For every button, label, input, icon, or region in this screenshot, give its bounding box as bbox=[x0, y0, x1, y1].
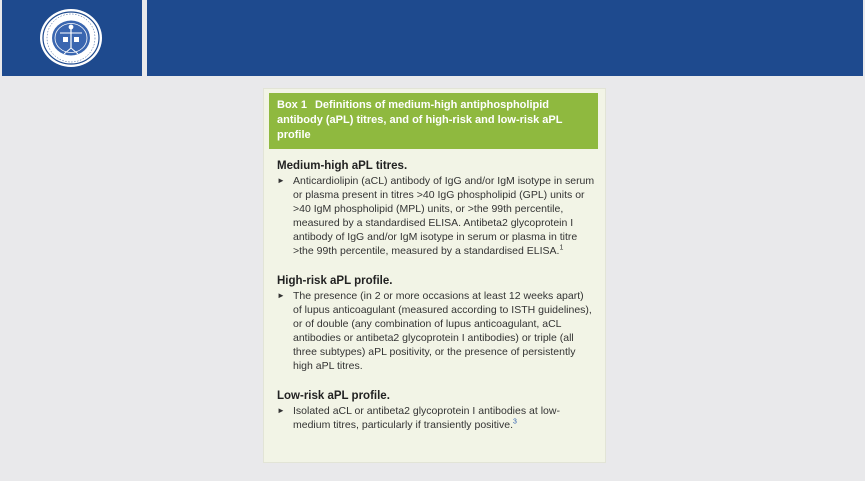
section-text: The presence (in 2 or more occasions at least 12 weeks apart) of lupus anticoagulant (measured according to ISTH guidelines), or of double (any combination of lupus anticoagulant, aCL antibodies or antibeta2 glycoprotein I antibodies) or triple (all three subtypes) aPL positivity, or the presence of persistently high aPL titres. bbox=[293, 290, 592, 372]
section-text: Anticardiolipin (aCL) antibody of IgG and/or IgM isotype in serum or plasma present in titres >40 IgG phospholipid (GPL) units or >40 IgM phospholipid (MPL) units, or >the 99th percentile, measured by a standardised ELISA. Antibeta2 glycoprotein I antibody of IgG and/or IgM isotype in serum or plasma in titre >the 99th percentile, measured by a standardised ELISA. bbox=[293, 175, 595, 257]
section-heading: High-risk aPL profile. bbox=[277, 275, 393, 287]
triangle-right-icon: ► bbox=[277, 291, 285, 300]
section-low-risk-profile bbox=[277, 389, 595, 432]
bullet-text bbox=[293, 174, 595, 258]
header-banner bbox=[147, 0, 863, 76]
header-bar bbox=[0, 0, 865, 76]
box-label: Box 1 bbox=[277, 99, 307, 111]
box-title-text: Definitions of medium-high antiphospholipid antibody (aPL) titres, and of high-risk and low-risk aPL profile bbox=[277, 99, 563, 141]
section-medium-high-titres bbox=[277, 159, 595, 258]
list-item bbox=[277, 174, 595, 258]
section-heading: Low-risk aPL profile. bbox=[277, 390, 390, 402]
university-seal-icon bbox=[36, 6, 106, 70]
section-text: Isolated aCL or antibeta2 glycoprotein I antibodies at low-medium titres, particularly if transiently positive. bbox=[293, 405, 560, 431]
box-content bbox=[277, 159, 595, 448]
triangle-right-icon: ► bbox=[277, 406, 285, 415]
reference-marker: 1 bbox=[559, 244, 564, 252]
list-item bbox=[277, 289, 595, 373]
logo-panel bbox=[2, 0, 142, 76]
list-item bbox=[277, 404, 595, 432]
section-high-risk-profile bbox=[277, 274, 595, 373]
reference-link[interactable]: 3 bbox=[513, 418, 517, 426]
triangle-right-icon: ► bbox=[277, 176, 285, 185]
section-heading: Medium-high aPL titres. bbox=[277, 160, 408, 172]
bullet-text bbox=[293, 404, 595, 432]
definition-box bbox=[264, 89, 605, 462]
box-title bbox=[269, 93, 598, 149]
